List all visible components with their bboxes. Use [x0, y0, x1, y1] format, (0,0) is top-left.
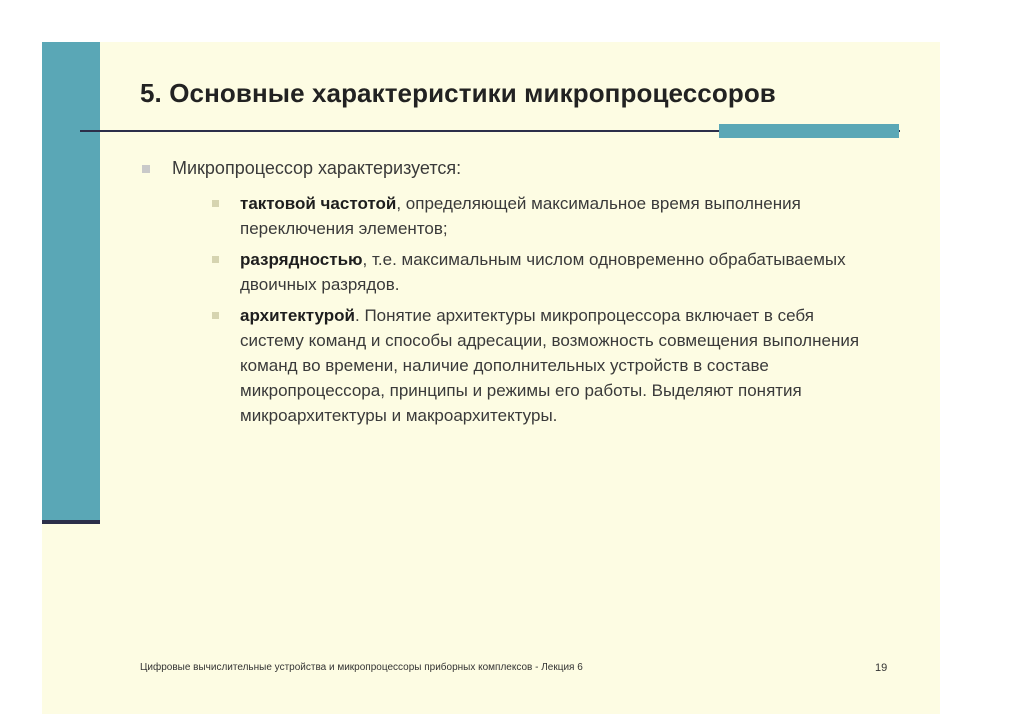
term-clock-frequency: тактовой частотой: [240, 194, 397, 213]
characteristics-list: [210, 191, 860, 428]
term-description: , т.е. максимальным числом одновременно обрабатываемых двоичных разрядов.: [240, 250, 846, 294]
left-accent-bar: [42, 42, 100, 524]
list-item: [210, 191, 860, 241]
term-description: . Понятие архитектуры микропроцессора включает в себя систему команд и способы адресации, возможность совмещения выполнения команд во времени, наличие дополнительных устройств в составе микропроцессора, принципы и режимы его работы. Выделяют понятия микроархитектуры и макроархитектуры.: [240, 306, 860, 425]
term-bit-width: разрядностью: [240, 250, 363, 269]
slide-content: [138, 156, 898, 438]
title-divider-accent: [719, 124, 899, 138]
term-description: , определяющей максимальное время выполнения переключения элементов;: [240, 194, 801, 238]
list-item: [210, 303, 860, 428]
slide-footer: Цифровые вычислительные устройства и микропроцессоры приборных комплексов - Лекция 6: [140, 662, 583, 673]
page-number: 19: [875, 662, 888, 674]
slide-title: 5. Основные характеристики микропроцессоров: [140, 78, 776, 108]
square-bullet-icon: [212, 200, 219, 207]
intro-text: Микропроцессор характеризуется:: [172, 158, 462, 178]
list-item: [210, 247, 860, 297]
square-bullet-icon: [212, 312, 219, 319]
term-architecture: архитектурой: [240, 306, 356, 325]
presentation-slide: [42, 42, 940, 714]
bullet-item-intro: [138, 156, 898, 428]
square-bullet-icon: [212, 256, 219, 263]
square-bullet-icon: [142, 165, 150, 173]
